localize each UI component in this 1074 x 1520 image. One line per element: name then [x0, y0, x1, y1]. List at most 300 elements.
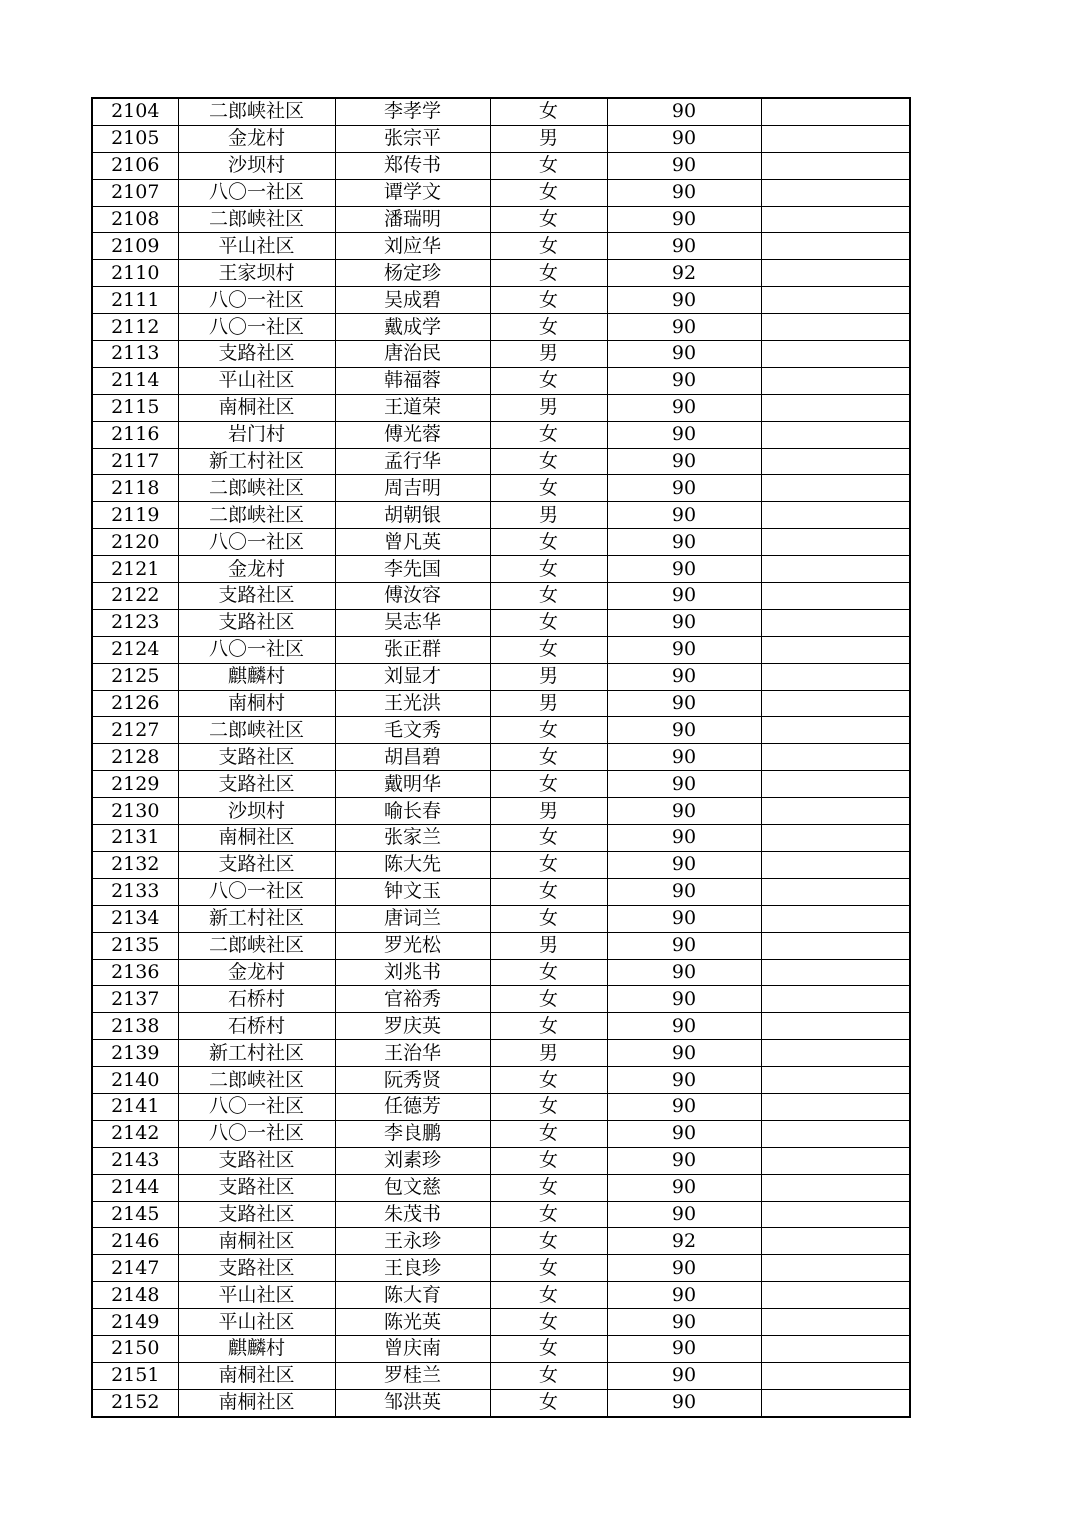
name-cell: 阮秀贤: [335, 1067, 490, 1094]
age-cell: 90: [607, 448, 761, 475]
serial-cell: 2120: [92, 529, 178, 556]
community-cell: 新工村社区: [178, 905, 335, 932]
serial-cell: 2151: [92, 1362, 178, 1389]
remark-cell: [761, 556, 910, 583]
table-row: [92, 314, 910, 341]
community-cell: 二郎峡社区: [178, 206, 335, 233]
name-cell: 吴志华: [335, 609, 490, 636]
name-cell: 刘素珍: [335, 1147, 490, 1174]
name-cell: 罗光松: [335, 932, 490, 959]
age-cell: 90: [607, 502, 761, 529]
community-cell: 支路社区: [178, 744, 335, 771]
community-cell: 八〇一社区: [178, 636, 335, 663]
table-row: [92, 1362, 910, 1389]
gender-cell: 女: [490, 825, 607, 852]
remark-cell: [761, 771, 910, 798]
name-cell: 戴明华: [335, 771, 490, 798]
remark-cell: [761, 798, 910, 825]
gender-cell: 女: [490, 206, 607, 233]
name-cell: 钟文玉: [335, 878, 490, 905]
remark-cell: [761, 1389, 910, 1416]
community-cell: 平山社区: [178, 233, 335, 260]
name-cell: 陈大育: [335, 1282, 490, 1309]
remark-cell: [761, 475, 910, 502]
community-cell: 二郎峡社区: [178, 98, 335, 125]
community-cell: 八〇一社区: [178, 1093, 335, 1120]
table-row: [92, 1228, 910, 1255]
name-cell: 朱茂书: [335, 1201, 490, 1228]
community-cell: 南桐社区: [178, 825, 335, 852]
gender-cell: 女: [490, 98, 607, 125]
gender-cell: 女: [490, 1120, 607, 1147]
remark-cell: [761, 260, 910, 287]
gender-cell: 男: [490, 341, 607, 368]
age-cell: 92: [607, 260, 761, 287]
age-cell: 90: [607, 1282, 761, 1309]
serial-cell: 2129: [92, 771, 178, 798]
serial-cell: 2143: [92, 1147, 178, 1174]
gender-cell: 女: [490, 529, 607, 556]
community-cell: 八〇一社区: [178, 1120, 335, 1147]
serial-cell: 2148: [92, 1282, 178, 1309]
age-cell: 90: [607, 529, 761, 556]
name-cell: 王治华: [335, 1040, 490, 1067]
community-cell: 南桐社区: [178, 1228, 335, 1255]
community-cell: 南桐村: [178, 690, 335, 717]
serial-cell: 2108: [92, 206, 178, 233]
age-cell: 90: [607, 152, 761, 179]
gender-cell: 女: [490, 179, 607, 206]
name-cell: 潘瑞明: [335, 206, 490, 233]
table-row: [92, 878, 910, 905]
name-cell: 罗桂兰: [335, 1362, 490, 1389]
table-row: [92, 959, 910, 986]
community-cell: 支路社区: [178, 1201, 335, 1228]
serial-cell: 2131: [92, 825, 178, 852]
age-cell: 90: [607, 1147, 761, 1174]
gender-cell: 女: [490, 152, 607, 179]
gender-cell: 女: [490, 717, 607, 744]
remark-cell: [761, 421, 910, 448]
gender-cell: 女: [490, 475, 607, 502]
community-cell: 支路社区: [178, 851, 335, 878]
name-cell: 喻长春: [335, 798, 490, 825]
gender-cell: 女: [490, 1201, 607, 1228]
serial-cell: 2125: [92, 663, 178, 690]
serial-cell: 2137: [92, 986, 178, 1013]
table-row: [92, 179, 910, 206]
table-row: [92, 1067, 910, 1094]
age-cell: 90: [607, 744, 761, 771]
serial-cell: 2115: [92, 394, 178, 421]
remark-cell: [761, 636, 910, 663]
community-cell: 石桥村: [178, 986, 335, 1013]
gender-cell: 女: [490, 744, 607, 771]
table-row: [92, 152, 910, 179]
gender-cell: 女: [490, 1067, 607, 1094]
age-cell: 90: [607, 98, 761, 125]
age-cell: 90: [607, 367, 761, 394]
remark-cell: [761, 1255, 910, 1282]
remark-cell: [761, 1174, 910, 1201]
remark-cell: [761, 1093, 910, 1120]
serial-cell: 2145: [92, 1201, 178, 1228]
table-row: [92, 1309, 910, 1336]
serial-cell: 2128: [92, 744, 178, 771]
age-cell: 90: [607, 636, 761, 663]
community-cell: 南桐社区: [178, 394, 335, 421]
community-cell: 王家坝村: [178, 260, 335, 287]
community-cell: 支路社区: [178, 341, 335, 368]
name-cell: 郑传书: [335, 152, 490, 179]
community-cell: 金龙村: [178, 556, 335, 583]
serial-cell: 2114: [92, 367, 178, 394]
gender-cell: 男: [490, 690, 607, 717]
gender-cell: 女: [490, 421, 607, 448]
remark-cell: [761, 98, 910, 125]
remark-cell: [761, 959, 910, 986]
name-cell: 李先国: [335, 556, 490, 583]
gender-cell: 男: [490, 125, 607, 152]
serial-cell: 2104: [92, 98, 178, 125]
table-row: [92, 1282, 910, 1309]
table-row: [92, 932, 910, 959]
remark-cell: [761, 448, 910, 475]
name-cell: 罗庆英: [335, 1013, 490, 1040]
community-cell: 新工村社区: [178, 1040, 335, 1067]
age-cell: 90: [607, 206, 761, 233]
age-cell: 90: [607, 851, 761, 878]
remark-cell: [761, 1201, 910, 1228]
remark-cell: [761, 717, 910, 744]
age-cell: 90: [607, 475, 761, 502]
remark-cell: [761, 825, 910, 852]
name-cell: 唐治民: [335, 341, 490, 368]
name-cell: 张正群: [335, 636, 490, 663]
age-cell: 90: [607, 1013, 761, 1040]
age-cell: 90: [607, 287, 761, 314]
name-cell: 刘显才: [335, 663, 490, 690]
remark-cell: [761, 583, 910, 610]
serial-cell: 2106: [92, 152, 178, 179]
remark-cell: [761, 206, 910, 233]
age-cell: 90: [607, 1093, 761, 1120]
remark-cell: [761, 905, 910, 932]
remark-cell: [761, 179, 910, 206]
serial-cell: 2132: [92, 851, 178, 878]
remark-cell: [761, 690, 910, 717]
gender-cell: 女: [490, 1309, 607, 1336]
gender-cell: 女: [490, 287, 607, 314]
table-row: [92, 206, 910, 233]
table-row: [92, 636, 910, 663]
age-cell: 90: [607, 125, 761, 152]
age-cell: 90: [607, 878, 761, 905]
name-cell: 胡朝银: [335, 502, 490, 529]
remark-cell: [761, 233, 910, 260]
age-cell: 90: [607, 1389, 761, 1416]
name-cell: 孟行华: [335, 448, 490, 475]
table-row: [92, 583, 910, 610]
gender-cell: 女: [490, 1147, 607, 1174]
community-cell: 二郎峡社区: [178, 932, 335, 959]
serial-cell: 2139: [92, 1040, 178, 1067]
gender-cell: 女: [490, 1362, 607, 1389]
community-cell: 麒麟村: [178, 663, 335, 690]
community-cell: 支路社区: [178, 1255, 335, 1282]
remark-cell: [761, 1067, 910, 1094]
age-cell: 90: [607, 1309, 761, 1336]
table-row: [92, 744, 910, 771]
gender-cell: 女: [490, 771, 607, 798]
remark-cell: [761, 314, 910, 341]
community-cell: 麒麟村: [178, 1335, 335, 1362]
serial-cell: 2135: [92, 932, 178, 959]
table-row: [92, 421, 910, 448]
gender-cell: 女: [490, 556, 607, 583]
remark-cell: [761, 1228, 910, 1255]
serial-cell: 2152: [92, 1389, 178, 1416]
remark-cell: [761, 609, 910, 636]
gender-cell: 女: [490, 1093, 607, 1120]
remark-cell: [761, 152, 910, 179]
serial-cell: 2150: [92, 1335, 178, 1362]
name-cell: 李孝学: [335, 98, 490, 125]
name-cell: 王永珍: [335, 1228, 490, 1255]
community-cell: 平山社区: [178, 367, 335, 394]
table-row: [92, 1174, 910, 1201]
gender-cell: 女: [490, 1013, 607, 1040]
age-cell: 90: [607, 771, 761, 798]
gender-cell: 女: [490, 367, 607, 394]
age-cell: 90: [607, 1335, 761, 1362]
remark-cell: [761, 367, 910, 394]
serial-cell: 2133: [92, 878, 178, 905]
community-cell: 南桐社区: [178, 1389, 335, 1416]
table-row: [92, 690, 910, 717]
gender-cell: 女: [490, 448, 607, 475]
gender-cell: 女: [490, 1389, 607, 1416]
serial-cell: 2149: [92, 1309, 178, 1336]
remark-cell: [761, 394, 910, 421]
gender-cell: 女: [490, 1335, 607, 1362]
age-cell: 90: [607, 179, 761, 206]
table-row: [92, 798, 910, 825]
table-row: [92, 1335, 910, 1362]
community-cell: 南桐社区: [178, 1362, 335, 1389]
serial-cell: 2142: [92, 1120, 178, 1147]
gender-cell: 女: [490, 609, 607, 636]
community-cell: 二郎峡社区: [178, 475, 335, 502]
serial-cell: 2117: [92, 448, 178, 475]
community-cell: 二郎峡社区: [178, 717, 335, 744]
gender-cell: 女: [490, 314, 607, 341]
age-cell: 90: [607, 556, 761, 583]
community-cell: 八〇一社区: [178, 179, 335, 206]
gender-cell: 男: [490, 1040, 607, 1067]
name-cell: 陈光英: [335, 1309, 490, 1336]
table-row: [92, 986, 910, 1013]
community-cell: 二郎峡社区: [178, 502, 335, 529]
age-cell: 90: [607, 421, 761, 448]
serial-cell: 2123: [92, 609, 178, 636]
community-cell: 二郎峡社区: [178, 1067, 335, 1094]
remark-cell: [761, 1013, 910, 1040]
remark-cell: [761, 529, 910, 556]
name-cell: 王良珍: [335, 1255, 490, 1282]
name-cell: 韩福蓉: [335, 367, 490, 394]
serial-cell: 2107: [92, 179, 178, 206]
community-cell: 八〇一社区: [178, 878, 335, 905]
table-row: [92, 98, 910, 125]
name-cell: 周吉明: [335, 475, 490, 502]
name-cell: 谭学文: [335, 179, 490, 206]
age-cell: 90: [607, 1174, 761, 1201]
age-cell: 90: [607, 986, 761, 1013]
serial-cell: 2144: [92, 1174, 178, 1201]
serial-cell: 2119: [92, 502, 178, 529]
gender-cell: 男: [490, 932, 607, 959]
remark-cell: [761, 1362, 910, 1389]
serial-cell: 2130: [92, 798, 178, 825]
remark-cell: [761, 851, 910, 878]
table-row: [92, 663, 910, 690]
gender-cell: 女: [490, 1228, 607, 1255]
name-cell: 任德芳: [335, 1093, 490, 1120]
table-row: [92, 475, 910, 502]
age-cell: 90: [607, 825, 761, 852]
gender-cell: 女: [490, 260, 607, 287]
name-cell: 李良鹏: [335, 1120, 490, 1147]
age-cell: 90: [607, 1255, 761, 1282]
table-row: [92, 1147, 910, 1174]
name-cell: 刘应华: [335, 233, 490, 260]
roster-table-body: [92, 98, 910, 1417]
serial-cell: 2111: [92, 287, 178, 314]
age-cell: 90: [607, 1067, 761, 1094]
table-row: [92, 1201, 910, 1228]
gender-cell: 女: [490, 1282, 607, 1309]
serial-cell: 2134: [92, 905, 178, 932]
table-row: [92, 529, 910, 556]
table-row: [92, 825, 910, 852]
serial-cell: 2126: [92, 690, 178, 717]
community-cell: 金龙村: [178, 125, 335, 152]
name-cell: 毛文秀: [335, 717, 490, 744]
name-cell: 傅汝容: [335, 583, 490, 610]
serial-cell: 2105: [92, 125, 178, 152]
remark-cell: [761, 1040, 910, 1067]
name-cell: 王光洪: [335, 690, 490, 717]
serial-cell: 2138: [92, 1013, 178, 1040]
table-row: [92, 905, 910, 932]
community-cell: 新工村社区: [178, 448, 335, 475]
age-cell: 90: [607, 663, 761, 690]
gender-cell: 女: [490, 905, 607, 932]
gender-cell: 男: [490, 502, 607, 529]
gender-cell: 男: [490, 663, 607, 690]
gender-cell: 女: [490, 878, 607, 905]
table-row: [92, 260, 910, 287]
remark-cell: [761, 878, 910, 905]
table-row: [92, 367, 910, 394]
name-cell: 邹洪英: [335, 1389, 490, 1416]
table-row: [92, 556, 910, 583]
serial-cell: 2124: [92, 636, 178, 663]
name-cell: 王道荣: [335, 394, 490, 421]
serial-cell: 2110: [92, 260, 178, 287]
community-cell: 岩门村: [178, 421, 335, 448]
table-row: [92, 125, 910, 152]
age-cell: 90: [607, 583, 761, 610]
table-row: [92, 1093, 910, 1120]
name-cell: 张宗平: [335, 125, 490, 152]
serial-cell: 2109: [92, 233, 178, 260]
table-row: [92, 1120, 910, 1147]
community-cell: 支路社区: [178, 1147, 335, 1174]
gender-cell: 男: [490, 798, 607, 825]
community-cell: 支路社区: [178, 583, 335, 610]
age-cell: 90: [607, 798, 761, 825]
serial-cell: 2113: [92, 341, 178, 368]
community-cell: 八〇一社区: [178, 287, 335, 314]
gender-cell: 女: [490, 583, 607, 610]
name-cell: 曾庆南: [335, 1335, 490, 1362]
age-cell: 90: [607, 717, 761, 744]
table-row: [92, 341, 910, 368]
community-cell: 八〇一社区: [178, 529, 335, 556]
community-cell: 沙坝村: [178, 798, 335, 825]
remark-cell: [761, 744, 910, 771]
serial-cell: 2141: [92, 1093, 178, 1120]
name-cell: 杨定珍: [335, 260, 490, 287]
name-cell: 唐词兰: [335, 905, 490, 932]
serial-cell: 2121: [92, 556, 178, 583]
table-row: [92, 1040, 910, 1067]
age-cell: 90: [607, 609, 761, 636]
name-cell: 官裕秀: [335, 986, 490, 1013]
serial-cell: 2140: [92, 1067, 178, 1094]
remark-cell: [761, 502, 910, 529]
age-cell: 90: [607, 233, 761, 260]
community-cell: 平山社区: [178, 1282, 335, 1309]
serial-cell: 2112: [92, 314, 178, 341]
gender-cell: 女: [490, 1255, 607, 1282]
name-cell: 陈大先: [335, 851, 490, 878]
name-cell: 吴成碧: [335, 287, 490, 314]
serial-cell: 2122: [92, 583, 178, 610]
gender-cell: 女: [490, 959, 607, 986]
serial-cell: 2147: [92, 1255, 178, 1282]
table-row: [92, 394, 910, 421]
name-cell: 戴成学: [335, 314, 490, 341]
age-cell: 90: [607, 341, 761, 368]
age-cell: 90: [607, 1201, 761, 1228]
table-row: [92, 717, 910, 744]
name-cell: 包文慈: [335, 1174, 490, 1201]
age-cell: 90: [607, 1120, 761, 1147]
remark-cell: [761, 663, 910, 690]
remark-cell: [761, 287, 910, 314]
age-cell: 90: [607, 959, 761, 986]
remark-cell: [761, 1282, 910, 1309]
age-cell: 90: [607, 394, 761, 421]
remark-cell: [761, 1309, 910, 1336]
community-cell: 支路社区: [178, 1174, 335, 1201]
community-cell: 石桥村: [178, 1013, 335, 1040]
age-cell: 90: [607, 905, 761, 932]
gender-cell: 女: [490, 851, 607, 878]
